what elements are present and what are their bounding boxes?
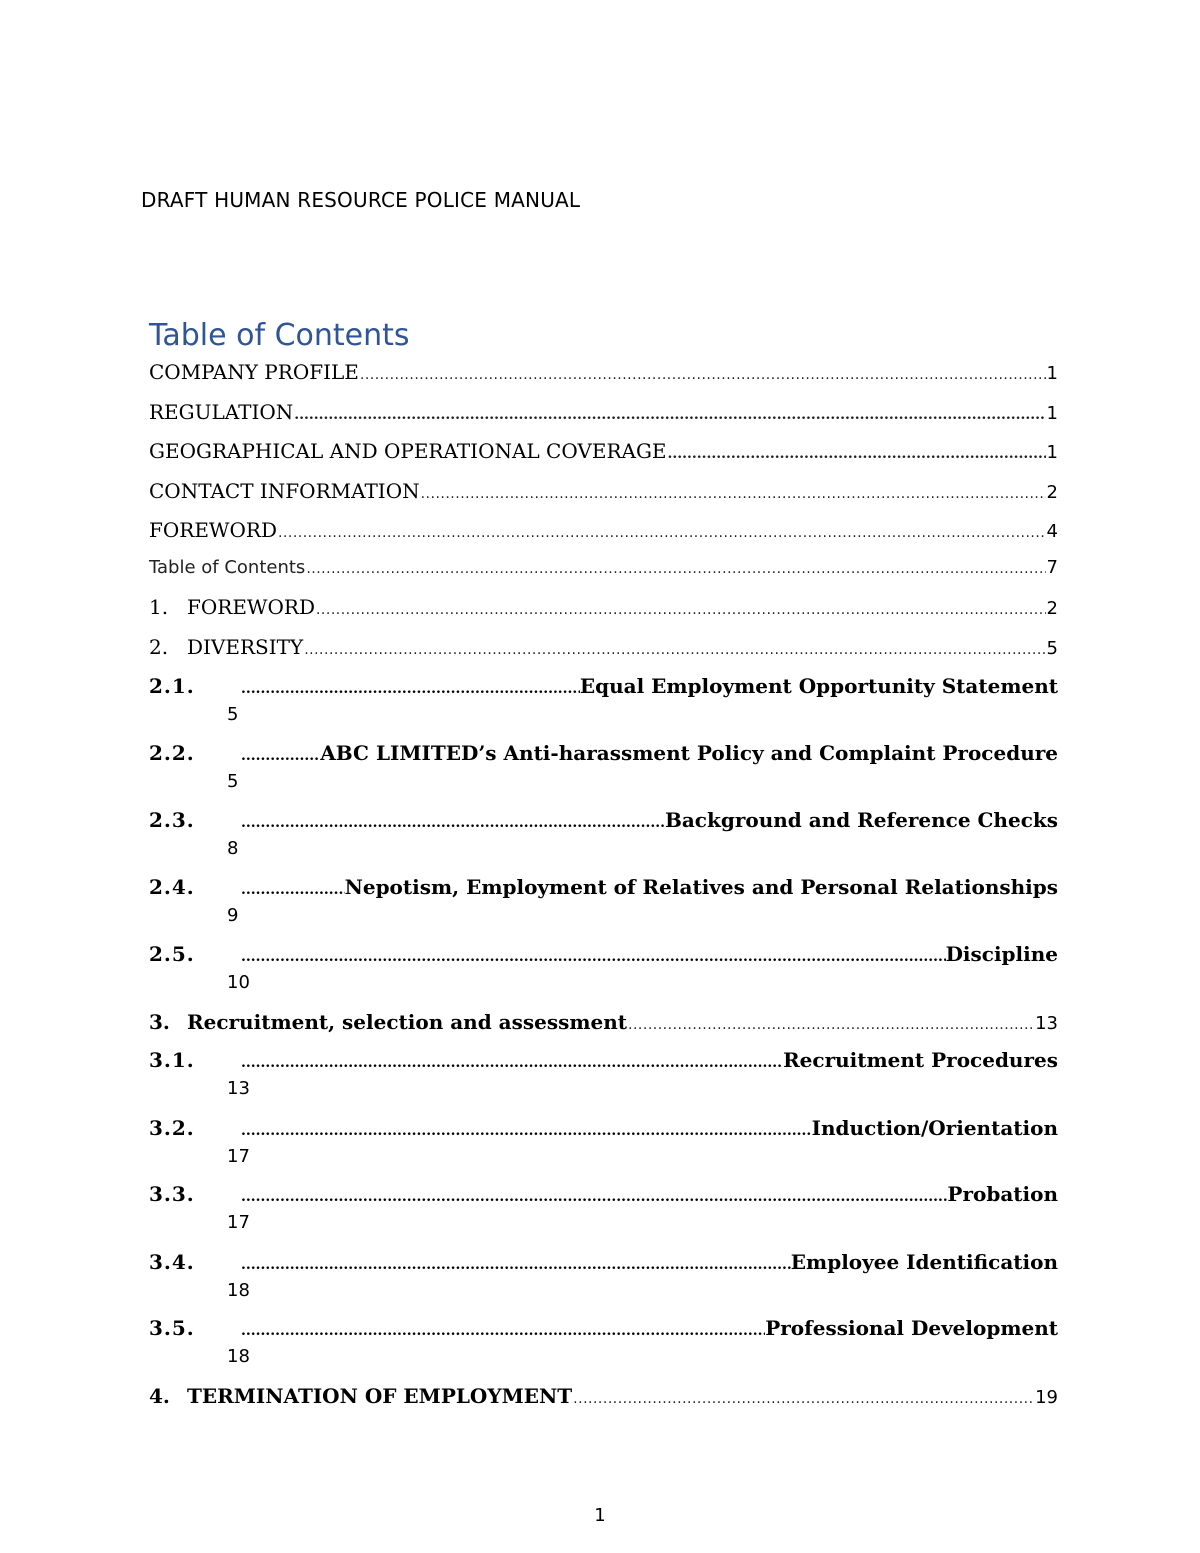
toc-entry-regulation[interactable] [149,400,1058,428]
dot-leader [628,1017,1034,1033]
toc-entry-section-3-5[interactable] [149,1316,1058,1370]
dot-leader [241,1189,947,1205]
toc-entry-section-2-2[interactable] [149,741,1058,795]
toc-entry-number: 2.1. [149,674,195,698]
toc-entry-page: 5 [227,704,239,725]
dot-leader [304,642,1045,658]
toc-entry-text: Induction/Orientation [811,1116,1058,1140]
toc-entry-page: 18 [227,1346,250,1367]
dot-leader [241,815,665,831]
toc-entry-text: ABC LIMITED’s Anti-harassment Policy and Complaint Procedure [320,741,1058,765]
toc-entry-text: Discipline [945,942,1058,966]
toc-entry-text: Probation [947,1182,1058,1206]
toc-entry-page: 2 [1046,598,1058,619]
toc-entry-page: 1 [1046,442,1058,463]
toc-entry-contact[interactable] [149,479,1058,507]
toc-entry-number: 4. [149,1384,170,1408]
toc-entry-section-1[interactable] [149,595,1058,623]
dot-leader [278,525,1046,541]
footer-page-number: 1 [594,1505,606,1526]
toc-entry-page: 8 [227,838,239,859]
dot-leader [241,681,580,697]
dot-leader [241,1055,783,1071]
toc-entry-text: Nepotism, Employment of Relatives and Personal Relationships [344,875,1058,899]
toc-entry-text: FOREWORD [187,595,315,619]
toc-entry-number: 3.4. [149,1250,195,1274]
toc-entry-text: Equal Employment Opportunity Statement [579,674,1058,698]
dot-leader [360,367,1046,383]
toc-entry-text: Table of Contents [149,557,306,578]
toc-entry-page: 5 [1046,638,1058,659]
dot-leader [294,407,1045,423]
toc-entry-number: 2.2. [149,741,195,765]
toc-entry-section-2-3[interactable] [149,808,1058,862]
dot-leader [241,748,320,764]
dot-leader [316,602,1046,618]
toc-entry-text: DIVERSITY [187,635,304,659]
toc-entry-section-2-5[interactable] [149,942,1058,996]
toc-entry-section-3-4[interactable] [149,1250,1058,1304]
toc-entry-foreword-top[interactable] [149,518,1058,546]
toc-entry-coverage[interactable] [149,439,1058,467]
toc-entry-section-3-1[interactable] [149,1048,1058,1102]
toc-entry-company-profile[interactable] [149,360,1058,388]
toc-entry-number: 2.5. [149,942,195,966]
toc-entry-number: 3. [149,1010,170,1034]
toc-entry-page: 13 [1035,1013,1058,1034]
toc-entry-text: FOREWORD [149,518,277,542]
toc-entry-number: 2.4. [149,875,195,899]
toc-entry-text: Recruitment Procedures [783,1048,1058,1072]
toc-entry-page: 18 [227,1280,250,1301]
dot-leader [421,486,1046,502]
toc-entry-page: 17 [227,1212,250,1233]
toc-entry-section-2-4[interactable] [149,875,1058,929]
toc-entry-page: 7 [1046,557,1058,578]
dot-leader [573,1391,1034,1407]
toc-entry-table-of-contents[interactable] [149,557,1058,585]
toc-entry-number: 3.1. [149,1048,195,1072]
dot-leader [241,949,946,965]
toc-entry-number: 2.3. [149,808,195,832]
toc-entry-number: 3.2. [149,1116,195,1140]
toc-entry-section-2-1[interactable] [149,674,1058,728]
toc-entry-section-3[interactable] [149,1010,1058,1038]
toc-entry-number: 1. [149,595,169,619]
toc-entry-section-4[interactable] [149,1384,1058,1412]
toc-entry-text: COMPANY PROFILE [149,360,359,384]
toc-entry-section-2[interactable] [149,635,1058,663]
toc-entry-number: 3.3. [149,1182,195,1206]
dot-leader [241,1323,765,1339]
dot-leader [241,1123,812,1139]
toc-entry-page: 19 [1035,1387,1058,1408]
toc-entry-page: 17 [227,1146,250,1167]
toc-entry-text: CONTACT INFORMATION [149,479,420,503]
toc-entry-text: Professional Development [765,1316,1058,1340]
dot-leader [306,561,1045,577]
dot-leader [668,446,1046,462]
dot-leader [241,882,345,898]
toc-entry-section-3-2[interactable] [149,1116,1058,1170]
toc-entry-page: 5 [227,771,239,792]
toc-entry-number: 3.5. [149,1316,195,1340]
toc-entry-page: 2 [1046,482,1058,503]
toc-entry-text: Employee Identification [790,1250,1058,1274]
toc-entry-page: 10 [227,972,250,993]
toc-entry-text: TERMINATION OF EMPLOYMENT [187,1384,573,1408]
document-title: DRAFT HUMAN RESOURCE POLICE MANUAL [141,188,581,212]
toc-entry-text: Recruitment, selection and assessment [187,1010,628,1034]
toc-entry-page: 1 [1046,363,1058,384]
toc-entry-text: GEOGRAPHICAL AND OPERATIONAL COVERAGE [149,439,667,463]
toc-entry-section-3-3[interactable] [149,1182,1058,1236]
toc-entry-number: 2. [149,635,169,659]
toc-entry-text: REGULATION [149,400,294,424]
toc-entry-page: 9 [227,905,239,926]
dot-leader [241,1257,791,1273]
toc-entry-page: 13 [227,1078,250,1099]
toc-entry-page: 1 [1046,403,1058,424]
toc-entry-page: 4 [1046,521,1058,542]
toc-heading: Table of Contents [149,318,410,353]
toc-entry-text: Background and Reference Checks [664,808,1058,832]
